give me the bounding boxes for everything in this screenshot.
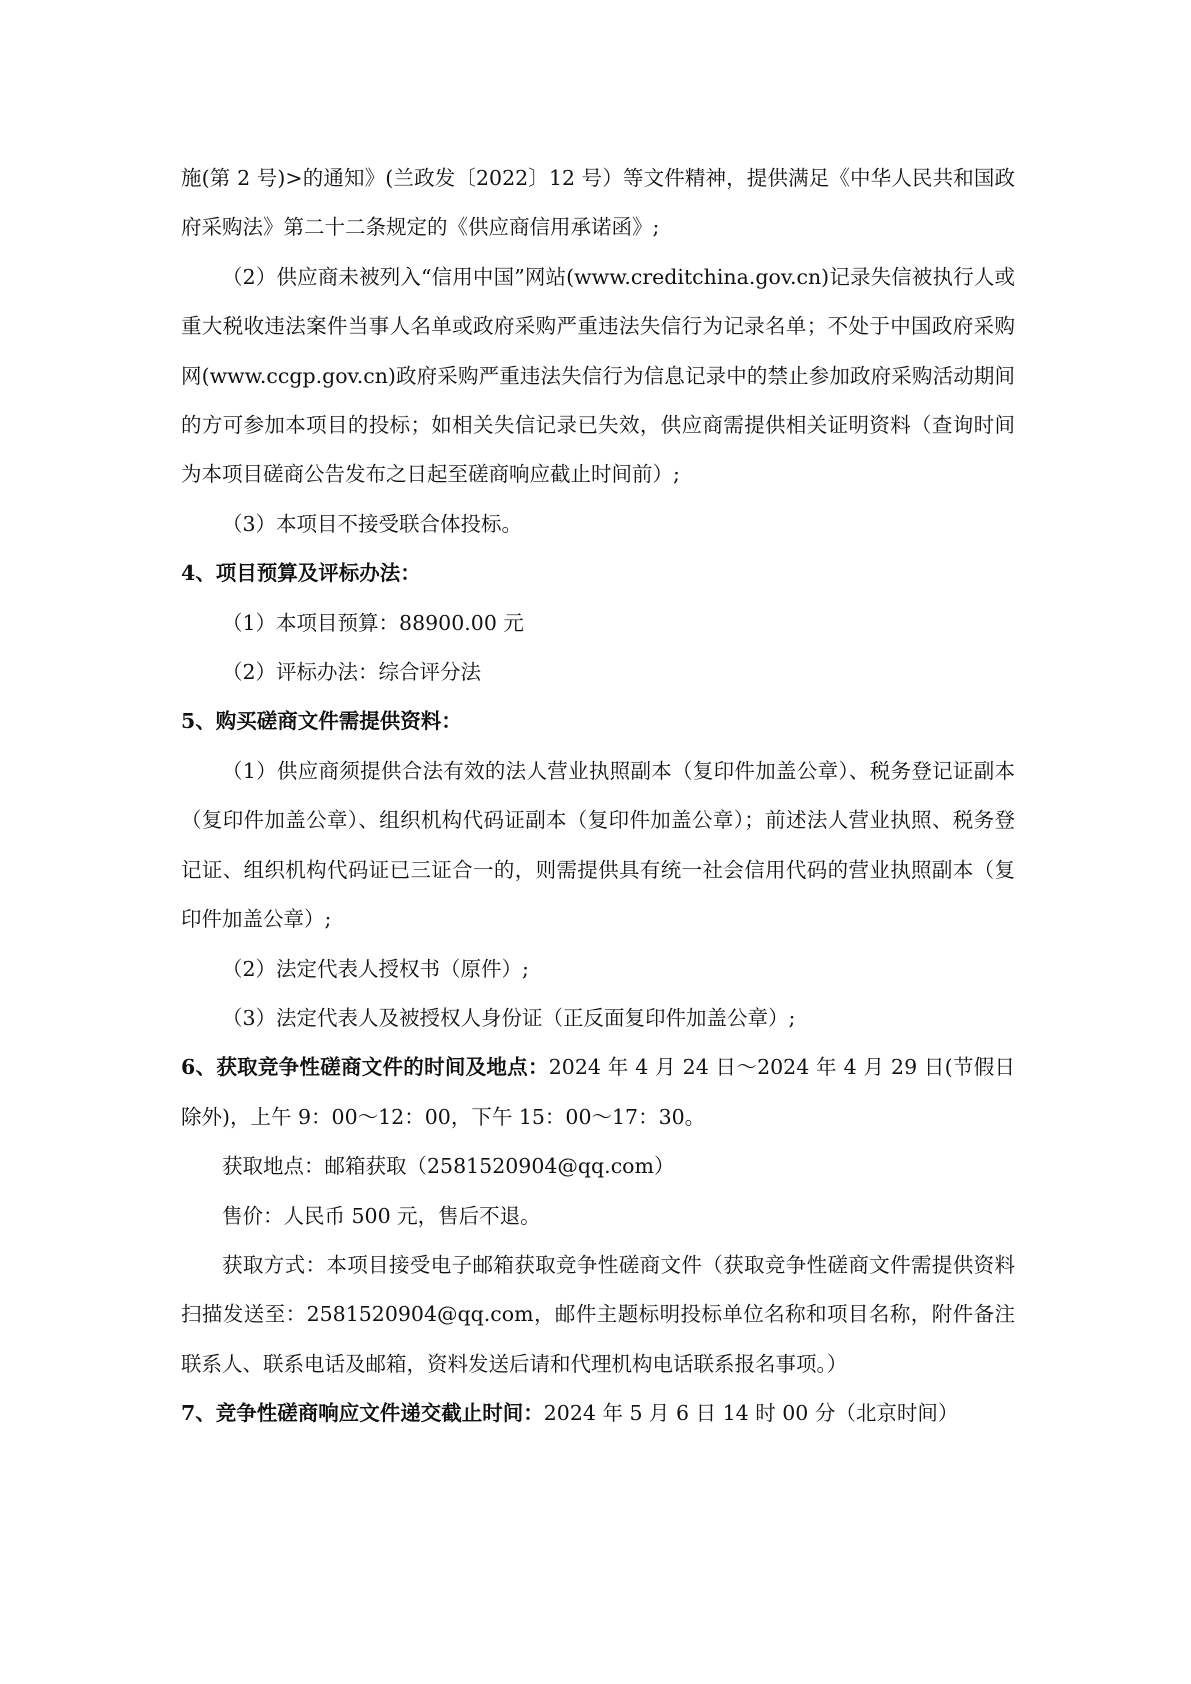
paragraph-no-consortium: （3）本项目不接受联合体投标。 [222, 511, 523, 536]
section-deadline [181, 1389, 1015, 1438]
paragraph-evaluation-method: （2）评标办法：综合评分法 [222, 660, 482, 685]
paragraph-business-license: （1）供应商须提供合法有效的法人营业执照副本（复印件加盖公章）、税务登记证副本（复印件加盖公章）、组织机构代码证副本（复印件加盖公章）；前述法人营业执照、税务登记证、组织机构代码证已三证合一的，则需提供具有统一社会信用代码的营业执照副本（复印件加盖公章）; [181, 758, 1015, 932]
paragraph-id-cards: （3）法定代表人及被授权人身份证（正反面复印件加盖公章）; [222, 1005, 796, 1030]
section-heading-required-documents: 5、购买磋商文件需提供资料： [181, 709, 462, 734]
section-heading-budget: 4、项目预算及评标办法： [181, 561, 421, 586]
paragraph-credit-check: （2）供应商未被列入“信用中国”网站(www.creditchina.gov.cn)记录失信被执行人或重大税收违法案件当事人名单或政府采购严重违法失信行为记录名单；不处于中国政府采购网(www.ccgp.gov.cn)政府采购严重违法失信行为信息记录中的禁止参加政府采购活动期间的方可参加本项目的投标；如相关失信记录已失效，供应商需提供相关证明资料（查询时间为本项目磋商公告发布之日起至磋商响应截止时间前）; [181, 264, 1015, 487]
section-heading-deadline: 7、竞争性磋商响应文件递交截止时间： [181, 1401, 544, 1426]
paragraph-budget: （1）本项目预算：88900.00 元 [222, 610, 524, 635]
section-heading-time-and-place: 6、获取竞争性磋商文件的时间及地点： [181, 1055, 549, 1080]
paragraph-price: 售价：人民币 500 元，售后不退。 [222, 1203, 541, 1228]
deadline-text: 2024 年 5 月 6 日 14 时 00 分（北京时间） [543, 1401, 959, 1426]
paragraph-credit-commitment: 施(第 2 号)>的通知》(兰政发〔2022〕12 号）等文件精神，提供满足《中华人民共和国政府采购法》第二十二条规定的《供应商信用承诺函》; [181, 166, 1015, 240]
section-time-and-place [181, 1043, 1015, 1142]
paragraph-obtain-location: 获取地点：邮箱获取（2581520904@qq.com） [222, 1154, 675, 1179]
document-page [181, 154, 1015, 1439]
paragraph-authorization-letter: （2）法定代表人授权书（原件）; [222, 956, 529, 981]
paragraph-obtain-method: 获取方式：本项目接受电子邮箱获取竞争性磋商文件（获取竞争性磋商文件需提供资料扫描发送至：2581520904@qq.com，邮件主题标明投标单位名称和项目名称，附件备注联系人、联系电话及邮箱，资料发送后请和代理机构电话联系报名事项。） [181, 1252, 1015, 1376]
time-and-place-text: 2024 年 4 月 24 日～2024 年 4 月 29 日(节假日除外)，上午 9：00～12：00，下午 15：00～17：30。 [181, 1055, 1016, 1129]
